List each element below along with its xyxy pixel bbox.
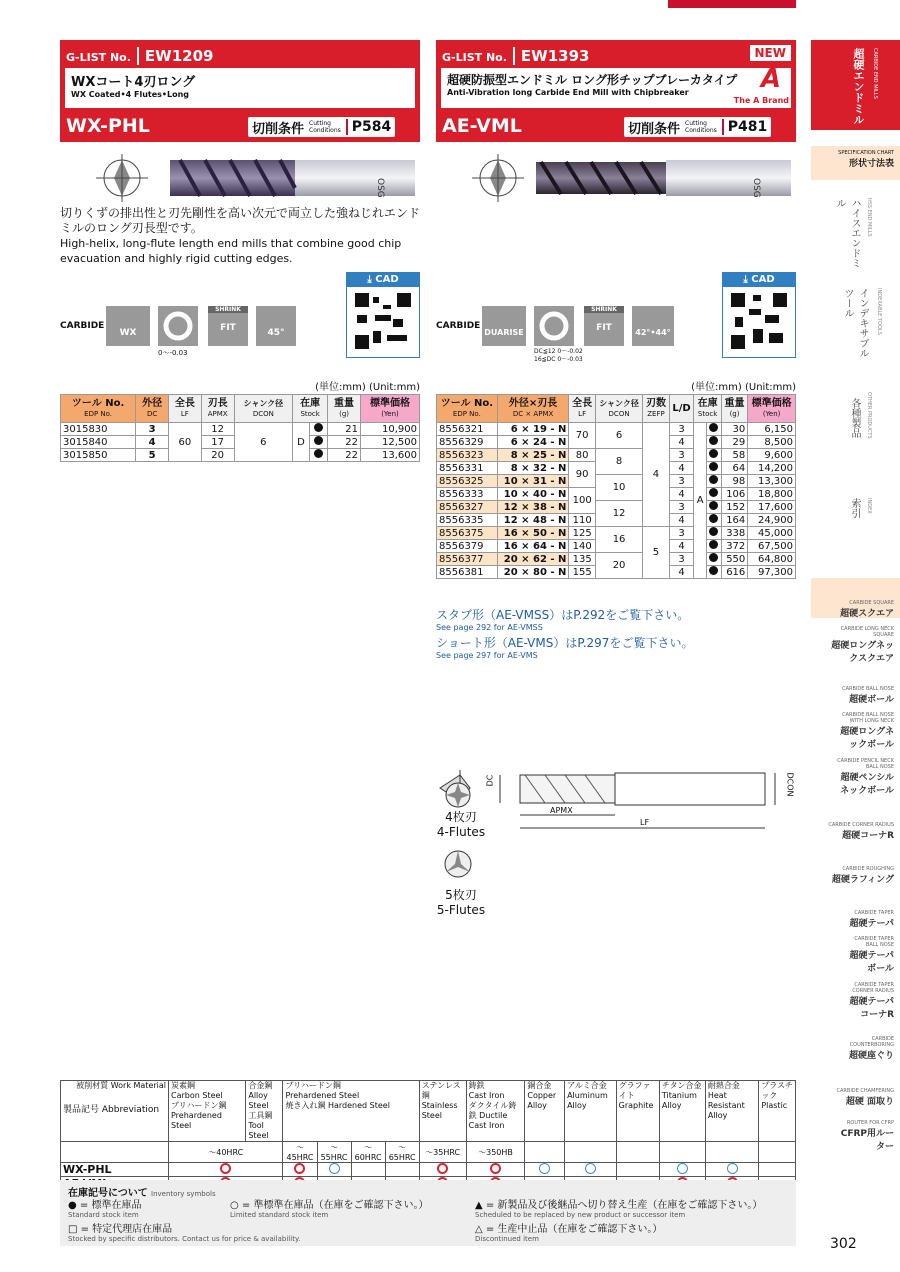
sidebar-sub-taper[interactable]: CARBIDE TAPER 超硬テーパ [849, 910, 894, 929]
table-row: 8556331 8 × 32 - N 90 4 64 14,200 [437, 462, 796, 475]
dc-label: DC [485, 774, 495, 787]
right-title-en: Anti-Vibration long Carbide End Mill with Chipbreaker [447, 88, 689, 97]
excellent-icon [490, 1163, 501, 1174]
excellent-icon [220, 1163, 231, 1174]
stock-dot [709, 449, 718, 458]
stock-dot [709, 527, 718, 536]
table-row: 8556325 10 × 31 - N 10 3 98 13,300 [437, 475, 796, 488]
sidebar-subnav [811, 0, 900, 1272]
sidebar-sub-cfrp-router[interactable]: ROUTER FOR CFRP CFRP用ルーター [840, 1120, 894, 1152]
apmx-label: APMX [550, 806, 573, 815]
good-icon [585, 1163, 596, 1174]
sidebar-sub-taper-ball[interactable]: CARBIDE TAPER BALL NOSE 超硬テーパボール [849, 936, 894, 974]
stock-dot [709, 553, 718, 562]
right-helix-angle-icon: 42°•44° [632, 306, 674, 346]
stock-dot [709, 423, 718, 432]
top-accent-bar [668, 0, 796, 8]
sidebar-sub-carbide-square[interactable]: CARBIDE SQUARE 超硬スクエア [840, 600, 894, 619]
right-glist: G-LIST No. EW1393 [442, 47, 590, 65]
wx-phl-tool-image [60, 148, 420, 206]
right-product-header [436, 40, 796, 142]
a-brand-logo: A [760, 64, 781, 94]
stock-dot [709, 488, 718, 497]
table-row: 8556323 8 × 25 - N 80 8 3 58 9,600 [437, 449, 796, 462]
table-row: 8556321 6 × 19 - N 70 6 4 3 A 30 6,150 [437, 423, 796, 436]
shrink-fit-icon: SHRINK FIT [208, 306, 248, 346]
qr-code-icon [723, 287, 795, 357]
left-cad-qr[interactable]: ⤓ CAD [346, 272, 420, 358]
stock-dot [709, 514, 718, 523]
a-brand-text: The A Brand [733, 96, 789, 105]
right-tolerance-icon [534, 306, 574, 346]
right-unit-label: (単位:mm) (Unit:mm) [691, 382, 796, 393]
right-title-box [441, 64, 791, 108]
sidebar-sub-long-neck-square[interactable]: CARBIDE LONG NECK SQUARE 超硬ロングネックスクエア [831, 626, 894, 664]
good-icon [329, 1163, 340, 1174]
right-cutting-conditions-link[interactable]: 切削条件 Cutting Conditions P481 [624, 117, 771, 137]
right-cad-qr[interactable]: ⤓ CAD [722, 272, 796, 358]
svg-text:OSG: OSG [375, 178, 385, 198]
five-flute-label: 5枚刃 5-Flutes [436, 888, 486, 917]
duarise-coating-icon: DUARISE [482, 306, 526, 346]
excellent-icon [437, 1163, 448, 1174]
table-row: 8556329 6 × 24 - N 4 29 8,500 [437, 436, 796, 449]
carbide-material-icon: CARBIDE [60, 321, 105, 331]
left-title-box [65, 68, 415, 108]
dimension-diagram [430, 760, 810, 835]
sidebar-item-spec-chart[interactable]: SPECIFICATION CHART 形状寸法表 [811, 146, 900, 180]
good-icon [539, 1163, 550, 1174]
stock-dot [314, 449, 323, 458]
sidebar-sub-corner-radius[interactable]: CARBIDE CORNER RADIUS 超硬コーナR [828, 822, 894, 841]
right-tolerance-text: DC≦12 0〜-0.02 16≦DC 0〜-0.03 [534, 348, 583, 363]
sidebar-sub-counterboring[interactable]: CARBIDE COUNTERBORING 超硬座ぐり [848, 1036, 894, 1061]
left-tolerance-text: 0〜-0.03 [158, 349, 188, 357]
wx-coating-icon: WX [106, 306, 150, 346]
page-number: 302 [830, 1236, 857, 1252]
table-row: 3015850 5 20 22 13,600 [61, 449, 420, 462]
helix-angle-icon: 45° [256, 306, 296, 346]
stock-dot [709, 462, 718, 471]
left-cutting-conditions-link[interactable]: 切削条件 Cutting Conditions P584 [248, 117, 395, 137]
sidebar-sub-ball-nose[interactable]: CARBIDE BALL NOSE 超硬ボール [842, 686, 894, 705]
sidebar-item-index[interactable]: 索引 INDEX [849, 498, 872, 518]
good-icon [727, 1163, 738, 1174]
left-title-en: WX Coated•4 Flutes•Long [71, 90, 190, 99]
table-row: 8556375 16 × 50 - N 125 16 5 3 338 45,000 [437, 527, 796, 540]
qr-code-icon [347, 287, 419, 357]
wx-phl-spec-table: ツール No. EDP No. 外径 DC 全長 LF 刃長 APMX シャンク径 DCON 在庫 Stock 重量 (g) 標準価格 (Yen) 3015830 3 60 12 6 D 21 10,900 3015840 4 17 22 12,500 3015850 5 20 22 13,600 [60, 394, 420, 462]
excellent-icon [294, 1163, 305, 1174]
sidebar-sub-chamfering[interactable]: CARBIDE CHAMFERING 超硬 面取り [836, 1088, 894, 1107]
left-product-header [60, 40, 420, 142]
material-row-wx-phl: WX-PHL [61, 1163, 796, 1177]
note-ae-vmss[interactable]: スタブ形（AE-VMSS）はP.292をご覧下さい。 [436, 608, 690, 622]
stock-dot [314, 436, 323, 445]
right-title-jp: 超硬防振型エンドミル ロング形チップブレーカタイプ [447, 73, 738, 87]
ae-vml-tool-image [436, 148, 796, 206]
lf-label: LF [640, 818, 650, 827]
sidebar-sub-ball-long-neck[interactable]: CARBIDE BALL NOSE WITH LONG NECK 超硬ロングネックボール [840, 712, 894, 750]
table-row: 8556333 10 × 40 - N 100 4 106 18,800 [437, 488, 796, 501]
stock-dot [709, 501, 718, 510]
table-row: 8556377 20 × 62 - N 135 20 3 550 64,800 [437, 553, 796, 566]
four-flute-label: 4枚刃 4-Flutes [436, 810, 486, 839]
right-carbide-material-icon: CARBIDE [436, 321, 481, 331]
left-title-jp: WXコート4刃ロング [71, 75, 196, 90]
table-row: 3015840 4 17 22 12,500 [61, 436, 420, 449]
table-row: 8556335 12 × 48 - N 110 4 164 24,900 [437, 514, 796, 527]
sidebar-sub-pencil-neck[interactable]: CARBIDE PENCIL NECK BALL NOSE 超硬ペンシルネックボール [837, 758, 894, 796]
stock-dot [314, 423, 323, 432]
sidebar-item-other[interactable]: 各種製品 OTHER PRODUCTS [849, 392, 872, 439]
stock-dot [709, 475, 718, 484]
sidebar-sub-taper-corner[interactable]: CARBIDE TAPER CORNER RADIUS 超硬テーパコーナR [849, 982, 894, 1020]
sidebar-item-hss[interactable]: ハイスエンドミル HSS END MILLS [834, 198, 872, 268]
note-ae-vms[interactable]: ショート形（AE-VMS）はP.297をご覧下さい。 [436, 636, 694, 650]
right-product-code: AE-VML [442, 115, 522, 137]
good-icon [677, 1163, 688, 1174]
inventory-legend: 在庫記号について Inventory symbols ● = 標準在庫品 Standard stock item ○ = 準標準在庫品（在庫をご確認下さい。） Limited standard stock item ▲ = 新製品及び後継品へ切り替え生産（在庫をご確認下さい。） Scheduled to be replaced by new product or successor item □ = 特定代理店在庫品 Stocked by specific distributors. Contact us for price & availability. △ = 生産中止品（在庫をご確認下さい。） Discontinued item [60, 1180, 796, 1246]
five-flute-icon [438, 846, 478, 882]
stock-dot [709, 436, 718, 445]
sidebar-item-carbide-end-mills[interactable]: 超硬エンドミル CARBIDE END MILLS [811, 40, 900, 130]
stock-dot [709, 540, 718, 549]
see-page-notes: スタブ形（AE-VMSS）はP.292をご覧下さい。 See page 292 for AE-VMSS ショート形（AE-VMS）はP.297をご覧下さい。 See page 297 for AE-VMS [436, 608, 694, 660]
dcon-label: DCON [785, 772, 795, 797]
ae-vml-spec-table: ツール No. EDP No. 外径×刃長 DC × APMX 全長 LF シャンク径 DCON 刃数 ZEFP L/D 在庫 Stock 重量 (g) 標準価格 (Yen) 8556321 6 × 19 - N 70 6 4 3 A 30 6,150 8556329 6 × 24 - N 4 29 8,500 8556323 8 × 25 - N 80 8 3 58 9,600 8556331 8 × 32 - N 90 4 64 14,200 8556325 10 × 31 - N 10 3 98 13,300 8556333 10 × 40 - N 100 4 106 18,800 8556327 12 × 38 - N 12 3 152 17,600 8556335 12 × 48 - N 110 4 164 24,900 8556375 16 × 50 - N 125 16 5 3 338 45,000 8556379 16 × 64 - N 140 4 372 67,500 8556377 20 × 62 - N 135 20 3 550 64,800 8556381 20 × 80 - N 155 4 616 97,300 [436, 394, 796, 579]
right-shrink-fit-icon: SHRINK FIT [584, 306, 624, 346]
tolerance-icon [158, 306, 198, 346]
table-row: 3015830 3 60 12 6 D 21 10,900 [61, 423, 420, 436]
table-row: 8556381 20 × 80 - N 155 4 616 97,300 [437, 566, 796, 579]
left-unit-label: (単位:mm) (Unit:mm) [315, 382, 420, 393]
stock-dot [709, 566, 718, 575]
svg-text:OSG: OSG [751, 178, 761, 198]
table-row: 8556379 16 × 64 - N 140 4 372 67,500 [437, 540, 796, 553]
table-row: 8556327 12 × 38 - N 12 3 152 17,600 [437, 501, 796, 514]
sidebar-item-indexable[interactable]: インデキサブルツール INDEXABLE TOOLS [842, 288, 882, 358]
sidebar-sub-roughing[interactable]: CARBIDE ROUGHING 超硬ラフィング [831, 866, 894, 885]
left-product-code: WX-PHL [66, 115, 150, 137]
left-glist: G-LIST No. EW1209 [66, 47, 214, 65]
work-material-table: 被削材質 Work Material 製品記号 Abbreviation 炭素鋼 Carbon Steel プリハードン鋼 Prehardened Steel 合金鋼 Alloy Steel 工具鋼 Tool Steel プリハードン鋼 Prehardened Steel 焼き入れ鋼 Hardened Steel ステンレス鋼 Stainless Steel 鋳鉄 Cast Iron ダクタイル鋳鉄 Ductile Cast Iron 銅合金 Copper Alloy アルミ合金 Aluminum Alloy グラファイト Graphite チタン合金 Titanium Alloy 耐熱合金 Heat Resistant Alloy プラスチック Plastic 〜40HRC 〜45HRC 〜55HRC 〜60HRC 〜65HRC 〜35HRC 〜350HB WX-PHL [60, 1080, 796, 1191]
four-flute-icon [438, 780, 478, 810]
new-badge: NEW [749, 44, 792, 62]
left-description: 切りくずの排出性と刃先剛性を高い次元で両立した強ねじれエンドミルのロング刃長型です。 High-helix, long-flute length end mills that combine good chip evacuation and highly rigid cutting edges. [60, 206, 421, 265]
